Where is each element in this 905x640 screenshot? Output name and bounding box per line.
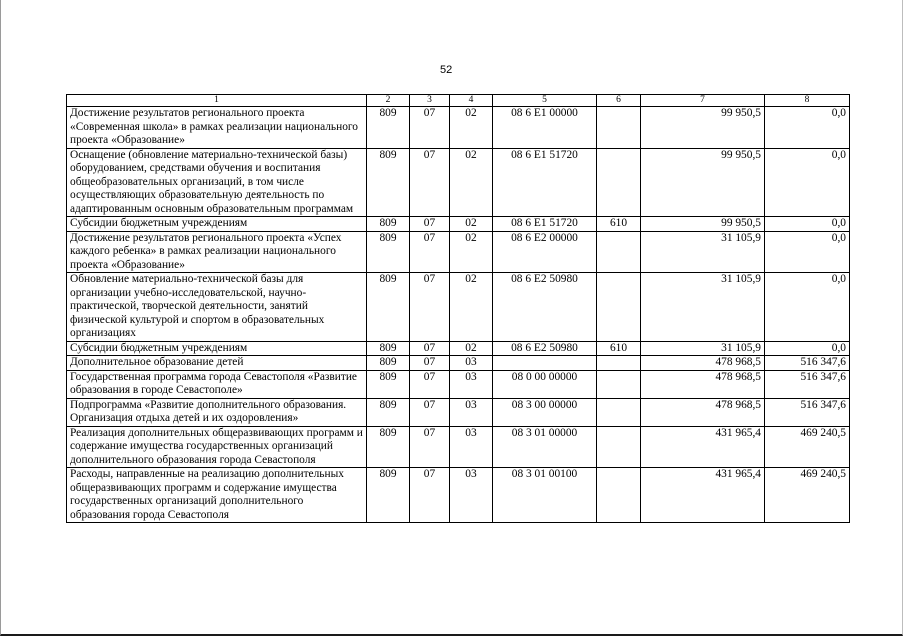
row-pr: 02 [450,107,493,149]
row-vr [597,231,641,273]
row-rz: 07 [410,217,450,232]
row-pr: 03 [450,398,493,426]
table-row [67,341,850,356]
row-sum-1: 431 965,4 [641,426,765,468]
row-name: Дополнительное образование детей [67,356,367,371]
header-col-7: 7 [641,95,765,107]
row-sum-2: 0,0 [765,217,850,232]
row-vr [597,148,641,217]
row-vr [597,356,641,371]
row-ved: 809 [367,231,410,273]
header-col-3: 3 [410,95,450,107]
table-row [67,468,850,523]
row-csr: 08 6 E2 50980 [493,341,597,356]
table-row [67,148,850,217]
row-ved: 809 [367,217,410,232]
row-vr: 610 [597,341,641,356]
row-ved: 809 [367,148,410,217]
row-rz: 07 [410,107,450,149]
table-row [67,426,850,468]
row-pr: 02 [450,341,493,356]
row-pr: 03 [450,356,493,371]
row-sum-1: 99 950,5 [641,217,765,232]
table-row [67,217,850,232]
row-rz: 07 [410,468,450,523]
row-csr: 08 3 00 00000 [493,398,597,426]
row-vr [597,398,641,426]
row-name: Подпрограмма «Развитие дополнительного образования. Организация отдыха детей и их оздоровления» [67,398,367,426]
row-ved: 809 [367,370,410,398]
row-name: Расходы, направленные на реализацию дополнительных общеразвивающих программ и содержание имущества государственных организаций дополнительного образования города Севастополя [67,468,367,523]
row-sum-2: 516 347,6 [765,370,850,398]
row-pr: 02 [450,148,493,217]
row-csr: 08 0 00 00000 [493,370,597,398]
row-pr: 03 [450,370,493,398]
row-rz: 07 [410,231,450,273]
row-csr: 08 6 E2 00000 [493,231,597,273]
row-ved: 809 [367,273,410,342]
row-name: Достижение результатов регионального проекта «Успех каждого ребенка» в рамках реализации национального проекта «Образование» [67,231,367,273]
row-name: Реализация дополнительных общеразвивающих программ и содержание имущества государственных организаций дополнительного образования города Севастополя [67,426,367,468]
row-rz: 07 [410,148,450,217]
row-pr: 02 [450,217,493,232]
table-row [67,107,850,149]
row-ved: 809 [367,107,410,149]
row-vr [597,370,641,398]
row-pr: 02 [450,273,493,342]
row-csr [493,356,597,371]
row-sum-1: 99 950,5 [641,107,765,149]
row-pr: 02 [450,231,493,273]
row-csr: 08 6 E1 51720 [493,148,597,217]
row-name: Субсидии бюджетным учреждениям [67,217,367,232]
row-vr [597,273,641,342]
row-vr: 610 [597,217,641,232]
row-rz: 07 [410,370,450,398]
row-name: Обновление материально-технической базы для организации учебно-исследовательской, научно-практической, творческой деятельности, занятий физической культурой и спортом в образовательных организациях [67,273,367,342]
header-col-5: 5 [493,95,597,107]
row-vr [597,107,641,149]
row-name: Государственная программа города Севастополя «Развитие образования в городе Севастополе» [67,370,367,398]
table-row [67,356,850,371]
row-rz: 07 [410,273,450,342]
row-sum-2: 0,0 [765,341,850,356]
row-ved: 809 [367,426,410,468]
row-csr: 08 6 E1 00000 [493,107,597,149]
row-vr [597,426,641,468]
row-sum-2: 0,0 [765,107,850,149]
row-sum-1: 31 105,9 [641,273,765,342]
row-sum-2: 469 240,5 [765,468,850,523]
row-pr: 03 [450,426,493,468]
row-sum-1: 31 105,9 [641,231,765,273]
row-sum-2: 0,0 [765,273,850,342]
row-name: Оснащение (обновление материально-технической базы) оборудованием, средствами обучения и воспитания общеобразовательных организаций, в том числе осуществляющих образовательную деятельность по адаптированным основным образовательным программам [67,148,367,217]
row-sum-1: 478 968,5 [641,356,765,371]
row-csr: 08 6 E1 51720 [493,217,597,232]
row-sum-2: 516 347,6 [765,398,850,426]
header-col-2: 2 [367,95,410,107]
row-sum-1: 99 950,5 [641,148,765,217]
row-sum-2: 516 347,6 [765,356,850,371]
row-rz: 07 [410,356,450,371]
row-sum-1: 431 965,4 [641,468,765,523]
header-col-8: 8 [765,95,850,107]
row-pr: 03 [450,468,493,523]
table-row [67,398,850,426]
table-row [67,231,850,273]
row-ved: 809 [367,398,410,426]
row-name: Субсидии бюджетным учреждениям [67,341,367,356]
header-row [67,95,850,107]
table-row [67,370,850,398]
row-sum-1: 31 105,9 [641,341,765,356]
row-ved: 809 [367,341,410,356]
row-name: Достижение результатов регионального проекта «Современная школа» в рамках реализации национального проекта «Образование» [67,107,367,149]
table-row [67,273,850,342]
page-number: 52 [440,64,453,76]
row-sum-1: 478 968,5 [641,398,765,426]
row-csr: 08 6 E2 50980 [493,273,597,342]
header-col-4: 4 [450,95,493,107]
row-ved: 809 [367,468,410,523]
row-rz: 07 [410,398,450,426]
row-sum-2: 0,0 [765,231,850,273]
row-rz: 07 [410,426,450,468]
row-csr: 08 3 01 00100 [493,468,597,523]
row-vr [597,468,641,523]
row-ved: 809 [367,356,410,371]
row-sum-1: 478 968,5 [641,370,765,398]
row-csr: 08 3 01 00000 [493,426,597,468]
row-rz: 07 [410,341,450,356]
row-sum-2: 0,0 [765,148,850,217]
budget-table [66,94,850,523]
header-col-6: 6 [597,95,641,107]
row-sum-2: 469 240,5 [765,426,850,468]
header-col-1: 1 [67,95,367,107]
